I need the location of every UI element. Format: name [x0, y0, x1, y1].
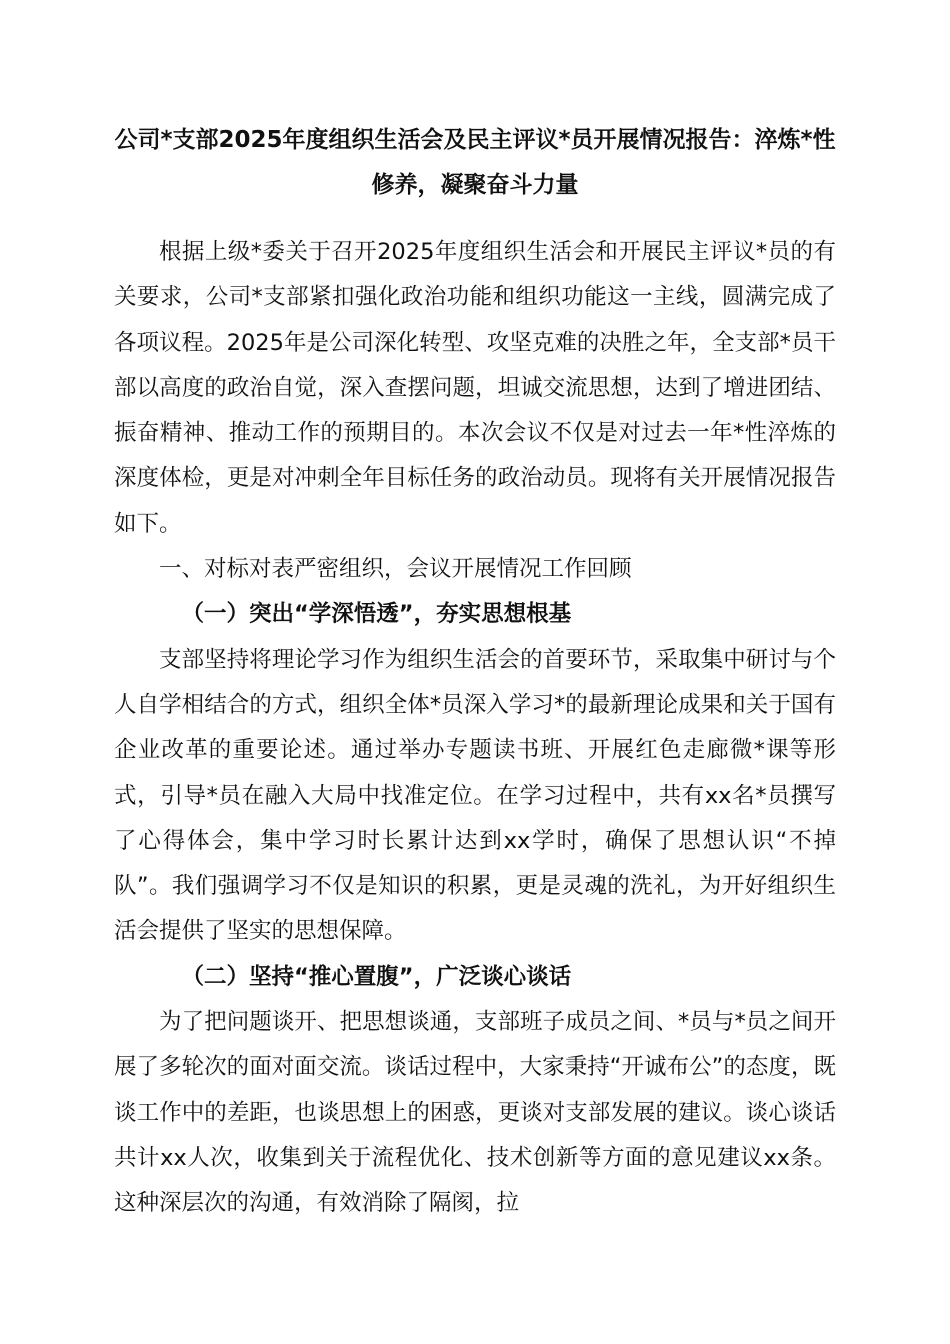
subsection-heading-2: （二）坚持“推心置腹”，广泛谈心谈话	[181, 963, 572, 990]
body-paragraph-talks: 为了把问题谈开、把思想谈通，支部班子成员之间、*员与*员之间开展了多轮次的面对面交流。谈话过程中，大家秉持“开诚布公”的态度，既谈工作中的差距，也谈思想上的困惑，更谈对支部发展的建议。谈心谈话共计xx人次，收集到关于流程优化、技术创新等方面的意见建议xx条。这种深层次的沟通，有效消除了隔阂，拉	[114, 1009, 836, 1217]
document-body	[114, 230, 836, 1227]
subsection-heading-1: （一）突出“学深悟透”，夯实思想根基	[181, 601, 572, 628]
document-title: 公司*支部2025年度组织生活会及民主评议*员开展情况报告：淬炼*性修养，凝聚奋斗力量	[114, 127, 836, 198]
intro-paragraph: 根据上级*委关于召开2025年度组织生活会和开展民主评议*员的有关要求，公司*支部紧扣强化政治功能和组织功能这一主线，圆满完成了各项议程。2025年是公司深化转型、攻坚克难的决胜之年，全支部*员干部以高度的政治自觉，深入查摆问题，坦诚交流思想，达到了增进团结、振奋精神、推动工作的预期目的。本次会议不仅是对过去一年*性淬炼的深度体检，更是对冲刺全年目标任务的政治动员。现将有关开展情况报告如下。	[114, 239, 836, 537]
body-paragraph-study: 支部坚持将理论学习作为组织生活会的首要环节，采取集中研讨与个人自学相结合的方式，组织全体*员深入学习*的最新理论成果和关于国有企业改革的重要论述。通过举办专题读书班、开展红色走廊微*课等形式，引导*员在融入大局中找准定位。在学习过程中，共有xx名*员撰写了心得体会，集中学习时长累计达到xx学时，确保了思想认识“不掉队”。我们强调学习不仅是知识的积累，更是灵魂的洗礼，为开好组织生活会提供了坚实的思想保障。	[114, 646, 836, 945]
section-heading-1: 一、对标对表严密组织，会议开展情况工作回顾	[159, 556, 632, 583]
